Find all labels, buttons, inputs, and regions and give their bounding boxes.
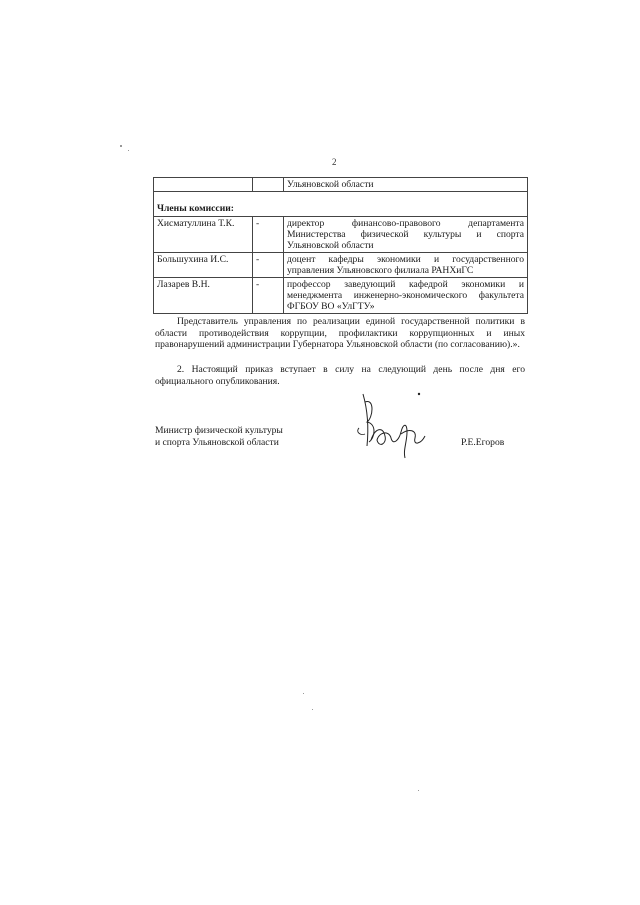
- table-row: [154, 217, 528, 253]
- scan-speck: [312, 709, 313, 710]
- table-section-row: [154, 192, 528, 217]
- table-row: [154, 178, 528, 192]
- continued-description-cell: Ульяновской области: [284, 178, 528, 192]
- section-heading: Члены комиссии:: [154, 192, 528, 217]
- signatory-position: [155, 425, 283, 449]
- scan-speck: [128, 150, 129, 151]
- member-name: Хисматуллина Т.К.: [154, 217, 253, 253]
- handwritten-signature-image: [345, 388, 440, 463]
- commission-members-table: [153, 177, 528, 314]
- member-dash: -: [253, 278, 284, 314]
- scan-speck: [303, 693, 304, 694]
- member-description: доцент кафедры экономики и государственного управления Ульяновского филиала РАНХиГС: [284, 253, 528, 278]
- page-number: 2: [332, 157, 337, 167]
- scan-speck: [418, 790, 419, 791]
- member-name: Лазарев В.Н.: [154, 278, 253, 314]
- table-row: [154, 278, 528, 314]
- effective-date-paragraph: 2. Настоящий приказ вступает в силу на следующий день после дня его официального опубликования.: [155, 364, 525, 387]
- member-name: Большухина И.С.: [154, 253, 253, 278]
- signer-name: Р.Е.Егоров: [461, 437, 505, 448]
- member-dash: -: [253, 253, 284, 278]
- member-description: директор финансово-правового департамента Министерства физической культуры и спорта Ульяновской области: [284, 217, 528, 253]
- position-line: и спорта Ульяновской области: [155, 437, 279, 448]
- scan-speck: [120, 145, 122, 147]
- member-dash: -: [253, 217, 284, 253]
- representative-paragraph: Представитель управления по реализации единой государственной политики в области противодействия коррупции, профилактики коррупционных и иных правонарушений администрации Губернатора Ульяновской области (по согласованию).».: [155, 316, 525, 351]
- position-line: Министр физической культуры: [155, 425, 283, 436]
- table-row: [154, 253, 528, 278]
- member-description: профессор заведующий кафедрой экономики и менеджмента инженерно-экономического факультета ФГБОУ ВО «УлГТУ»: [284, 278, 528, 314]
